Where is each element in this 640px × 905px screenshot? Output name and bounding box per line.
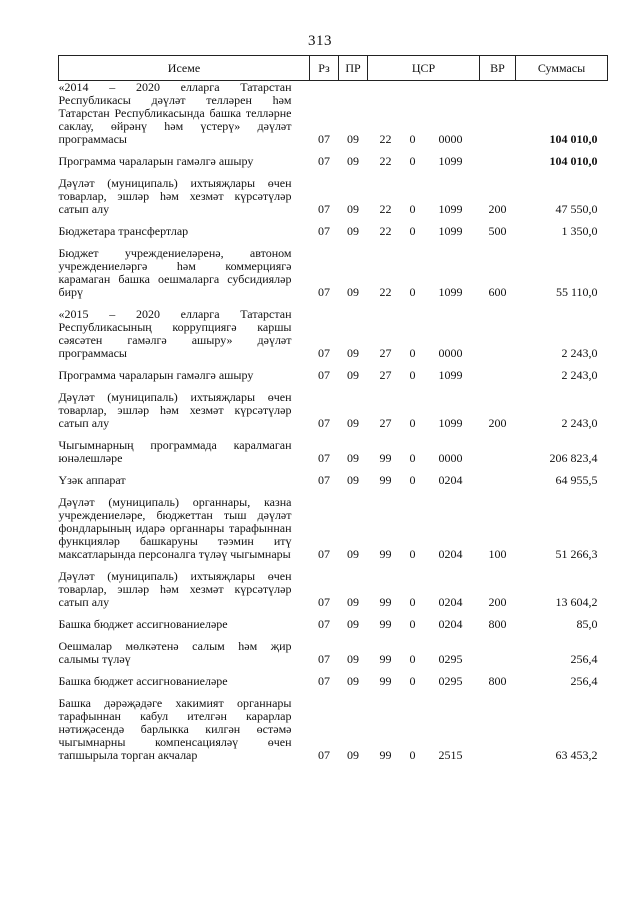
cell-name: Дәүләт (муниципаль) органнары, казна учреждениеләре, бюджеттан тыш дәүләт фондларының идарә органнары тарафыннан функцияләр башкаруны тәэмин итү максатларында персоналга түләү чыгымнары xyxy=(58,495,292,561)
cell-pr: 09 xyxy=(347,652,359,666)
cell-name: Оешмалар мөлкәтенә салым һәм җир салымы түләү xyxy=(58,639,292,666)
table-row xyxy=(59,81,608,150)
table-row xyxy=(59,669,608,691)
cell-pr: 09 xyxy=(347,368,359,382)
cell-amount: 51 266,3 xyxy=(555,547,598,561)
table-row xyxy=(59,612,608,634)
cell-csr-subprogram: 0 xyxy=(409,547,416,561)
cell-csr-subprogram: 0 xyxy=(409,416,416,430)
cell-csr-program: 22 xyxy=(379,154,392,168)
cell-pr: 09 xyxy=(347,473,359,487)
cell-pr: 09 xyxy=(347,202,359,216)
cell-amount: 2 243,0 xyxy=(561,416,598,430)
cell-name: Башка дәрәҗәдәге хакимият органнары тарафыннан кабул ителгән карарлар нәтиҗәсендә барлыкка килгән өстәмә чыгымнарны компенсацияләү өчен тапшырыла торган акчалар xyxy=(58,696,292,762)
cell-rz: 07 xyxy=(318,547,330,561)
cell-csr-direction: 2515 xyxy=(438,748,463,762)
cell-vr xyxy=(480,691,516,765)
header-csr: ЦСР xyxy=(368,56,480,81)
cell-csr-direction: 1099 xyxy=(438,416,463,430)
header-name: Исеме xyxy=(59,56,310,81)
table-row xyxy=(59,219,608,241)
cell-vr xyxy=(480,634,516,669)
cell-pr: 09 xyxy=(347,154,359,168)
cell-csr-direction: 0204 xyxy=(438,547,463,561)
cell-csr-program: 22 xyxy=(379,285,392,299)
cell-vr xyxy=(480,363,516,385)
cell-rz: 07 xyxy=(318,674,330,688)
cell-vr xyxy=(480,433,516,468)
cell-rz: 07 xyxy=(318,132,330,146)
cell-name: Бюджет учреждениеләренә, автоном учреждениеләргә һәм коммерциягә карамаган башка оешмаларга субсидияләр бирү xyxy=(58,246,292,299)
cell-pr: 09 xyxy=(347,132,359,146)
cell-csr-direction: 0204 xyxy=(438,617,463,631)
cell-csr-program: 99 xyxy=(379,595,392,609)
cell-rz: 07 xyxy=(318,224,330,238)
table-row xyxy=(59,302,608,363)
cell-name: Чыгымнарның программада каралмаган юнәлешләре xyxy=(58,438,292,465)
cell-csr-subprogram: 0 xyxy=(409,674,416,688)
cell-pr: 09 xyxy=(347,547,359,561)
cell-rz: 07 xyxy=(318,595,330,609)
cell-csr-direction: 1099 xyxy=(438,285,463,299)
table-row xyxy=(59,171,608,219)
cell-rz: 07 xyxy=(318,368,330,382)
cell-rz: 07 xyxy=(318,346,330,360)
cell-amount: 2 243,0 xyxy=(561,368,598,382)
cell-vr: 200 xyxy=(488,595,507,609)
cell-pr: 09 xyxy=(347,674,359,688)
cell-csr-program: 27 xyxy=(379,346,392,360)
cell-vr xyxy=(480,468,516,490)
table-row xyxy=(59,385,608,433)
cell-rz: 07 xyxy=(318,748,330,762)
cell-csr-subprogram: 0 xyxy=(409,473,416,487)
cell-csr-direction: 0204 xyxy=(438,595,463,609)
cell-name: «2015 – 2020 елларга Татарстан Республикасының коррупциягә каршы сәясәтен гамәлгә ашыру» дәүләт программасы xyxy=(58,307,292,360)
cell-vr: 100 xyxy=(488,547,507,561)
cell-csr-subprogram: 0 xyxy=(409,132,416,146)
cell-rz: 07 xyxy=(318,202,330,216)
cell-csr-program: 27 xyxy=(379,368,392,382)
cell-amount: 104 010,0 xyxy=(549,154,598,168)
cell-csr-direction: 1099 xyxy=(438,224,463,238)
cell-pr: 09 xyxy=(347,285,359,299)
budget-table xyxy=(58,55,608,765)
cell-csr-subprogram: 0 xyxy=(409,224,416,238)
cell-rz: 07 xyxy=(318,473,330,487)
cell-csr-subprogram: 0 xyxy=(409,346,416,360)
cell-csr-direction: 0295 xyxy=(438,674,463,688)
cell-vr xyxy=(480,302,516,363)
cell-name: Программа чараларын гамәлгә ашыру xyxy=(58,154,254,168)
cell-name: Дәүләт (муниципаль) ихтыяҗлары өчен товарлар, эшләр һәм хезмәт күрсәтүләр сатып алу xyxy=(58,569,292,609)
cell-vr: 800 xyxy=(488,674,507,688)
cell-csr-program: 99 xyxy=(379,473,392,487)
cell-csr-subprogram: 0 xyxy=(409,595,416,609)
cell-rz: 07 xyxy=(318,617,330,631)
table-row xyxy=(59,241,608,302)
header-amount: Суммасы xyxy=(516,56,608,81)
cell-csr-direction: 0204 xyxy=(438,473,463,487)
cell-csr-program: 99 xyxy=(379,748,392,762)
header-rz: Рз xyxy=(310,56,339,81)
cell-amount: 2 243,0 xyxy=(561,346,598,360)
cell-csr-subprogram: 0 xyxy=(409,154,416,168)
cell-csr-subprogram: 0 xyxy=(409,202,416,216)
cell-amount: 104 010,0 xyxy=(549,132,598,146)
cell-name: Башка бюджет ассигнованиеләре xyxy=(58,617,228,631)
cell-name: Дәүләт (муниципаль) ихтыяҗлары өчен товарлар, эшләр һәм хезмәт күрсәтүләр сатып алу xyxy=(58,176,292,216)
table-row xyxy=(59,490,608,564)
cell-vr: 800 xyxy=(488,617,507,631)
table-row xyxy=(59,691,608,765)
cell-rz: 07 xyxy=(318,451,330,465)
table-row xyxy=(59,468,608,490)
table-row xyxy=(59,433,608,468)
table-header-row xyxy=(59,56,608,81)
cell-csr-subprogram: 0 xyxy=(409,285,416,299)
cell-csr-direction: 1099 xyxy=(438,202,463,216)
cell-csr-program: 99 xyxy=(379,617,392,631)
cell-csr-direction: 0000 xyxy=(438,451,463,465)
cell-amount: 13 604,2 xyxy=(555,595,598,609)
cell-vr xyxy=(480,149,516,171)
cell-amount: 85,0 xyxy=(576,617,598,631)
table-row xyxy=(59,634,608,669)
cell-name: Бюджетара трансфертлар xyxy=(58,224,189,238)
cell-rz: 07 xyxy=(318,154,330,168)
cell-amount: 256,4 xyxy=(570,652,598,666)
cell-name: Дәүләт (муниципаль) ихтыяҗлары өчен товарлар, эшләр һәм хезмәт күрсәтүләр сатып алу xyxy=(58,390,292,430)
cell-rz: 07 xyxy=(318,652,330,666)
cell-pr: 09 xyxy=(347,416,359,430)
cell-csr-subprogram: 0 xyxy=(409,368,416,382)
cell-csr-subprogram: 0 xyxy=(409,617,416,631)
cell-pr: 09 xyxy=(347,748,359,762)
cell-vr: 500 xyxy=(488,224,507,238)
cell-csr-program: 99 xyxy=(379,451,392,465)
cell-csr-direction: 0000 xyxy=(438,346,463,360)
cell-csr-program: 99 xyxy=(379,547,392,561)
cell-csr-direction: 1099 xyxy=(438,154,463,168)
cell-pr: 09 xyxy=(347,451,359,465)
header-vr: ВР xyxy=(480,56,516,81)
cell-csr-program: 22 xyxy=(379,132,392,146)
cell-csr-direction: 0000 xyxy=(438,132,463,146)
table-row xyxy=(59,564,608,612)
cell-csr-subprogram: 0 xyxy=(409,652,416,666)
table-body xyxy=(59,81,608,766)
cell-name: Программа чараларын гамәлгә ашыру xyxy=(58,368,254,382)
page-number: 313 xyxy=(308,33,332,49)
cell-csr-subprogram: 0 xyxy=(409,748,416,762)
cell-csr-program: 99 xyxy=(379,652,392,666)
cell-csr-program: 99 xyxy=(379,674,392,688)
cell-pr: 09 xyxy=(347,224,359,238)
cell-vr: 200 xyxy=(488,416,507,430)
cell-rz: 07 xyxy=(318,285,330,299)
cell-csr-program: 22 xyxy=(379,202,392,216)
cell-name: Үзәк аппарат xyxy=(58,473,126,487)
cell-amount: 64 955,5 xyxy=(555,473,598,487)
cell-amount: 1 350,0 xyxy=(561,224,598,238)
cell-amount: 206 823,4 xyxy=(549,451,598,465)
cell-pr: 09 xyxy=(347,595,359,609)
cell-rz: 07 xyxy=(318,416,330,430)
cell-csr-program: 27 xyxy=(379,416,392,430)
cell-pr: 09 xyxy=(347,346,359,360)
cell-csr-program: 22 xyxy=(379,224,392,238)
header-pr: ПР xyxy=(339,56,368,81)
cell-vr: 200 xyxy=(488,202,507,216)
cell-name: «2014 – 2020 елларга Татарстан Республикасы дәүләт телләрен һәм Татарстан Республикасында башка телләрне саклау, өйрәнү һәм үстерү» дәүләт программасы xyxy=(58,80,292,146)
cell-csr-direction: 0295 xyxy=(438,652,463,666)
cell-vr xyxy=(480,81,516,150)
cell-amount: 55 110,0 xyxy=(555,285,598,299)
cell-amount: 256,4 xyxy=(570,674,598,688)
table-row xyxy=(59,363,608,385)
cell-amount: 63 453,2 xyxy=(555,748,598,762)
cell-csr-subprogram: 0 xyxy=(409,451,416,465)
cell-amount: 47 550,0 xyxy=(555,202,598,216)
cell-vr: 600 xyxy=(488,285,507,299)
cell-pr: 09 xyxy=(347,617,359,631)
table-row xyxy=(59,149,608,171)
cell-csr-direction: 1099 xyxy=(438,368,463,382)
cell-name: Башка бюджет ассигнованиеләре xyxy=(58,674,228,688)
